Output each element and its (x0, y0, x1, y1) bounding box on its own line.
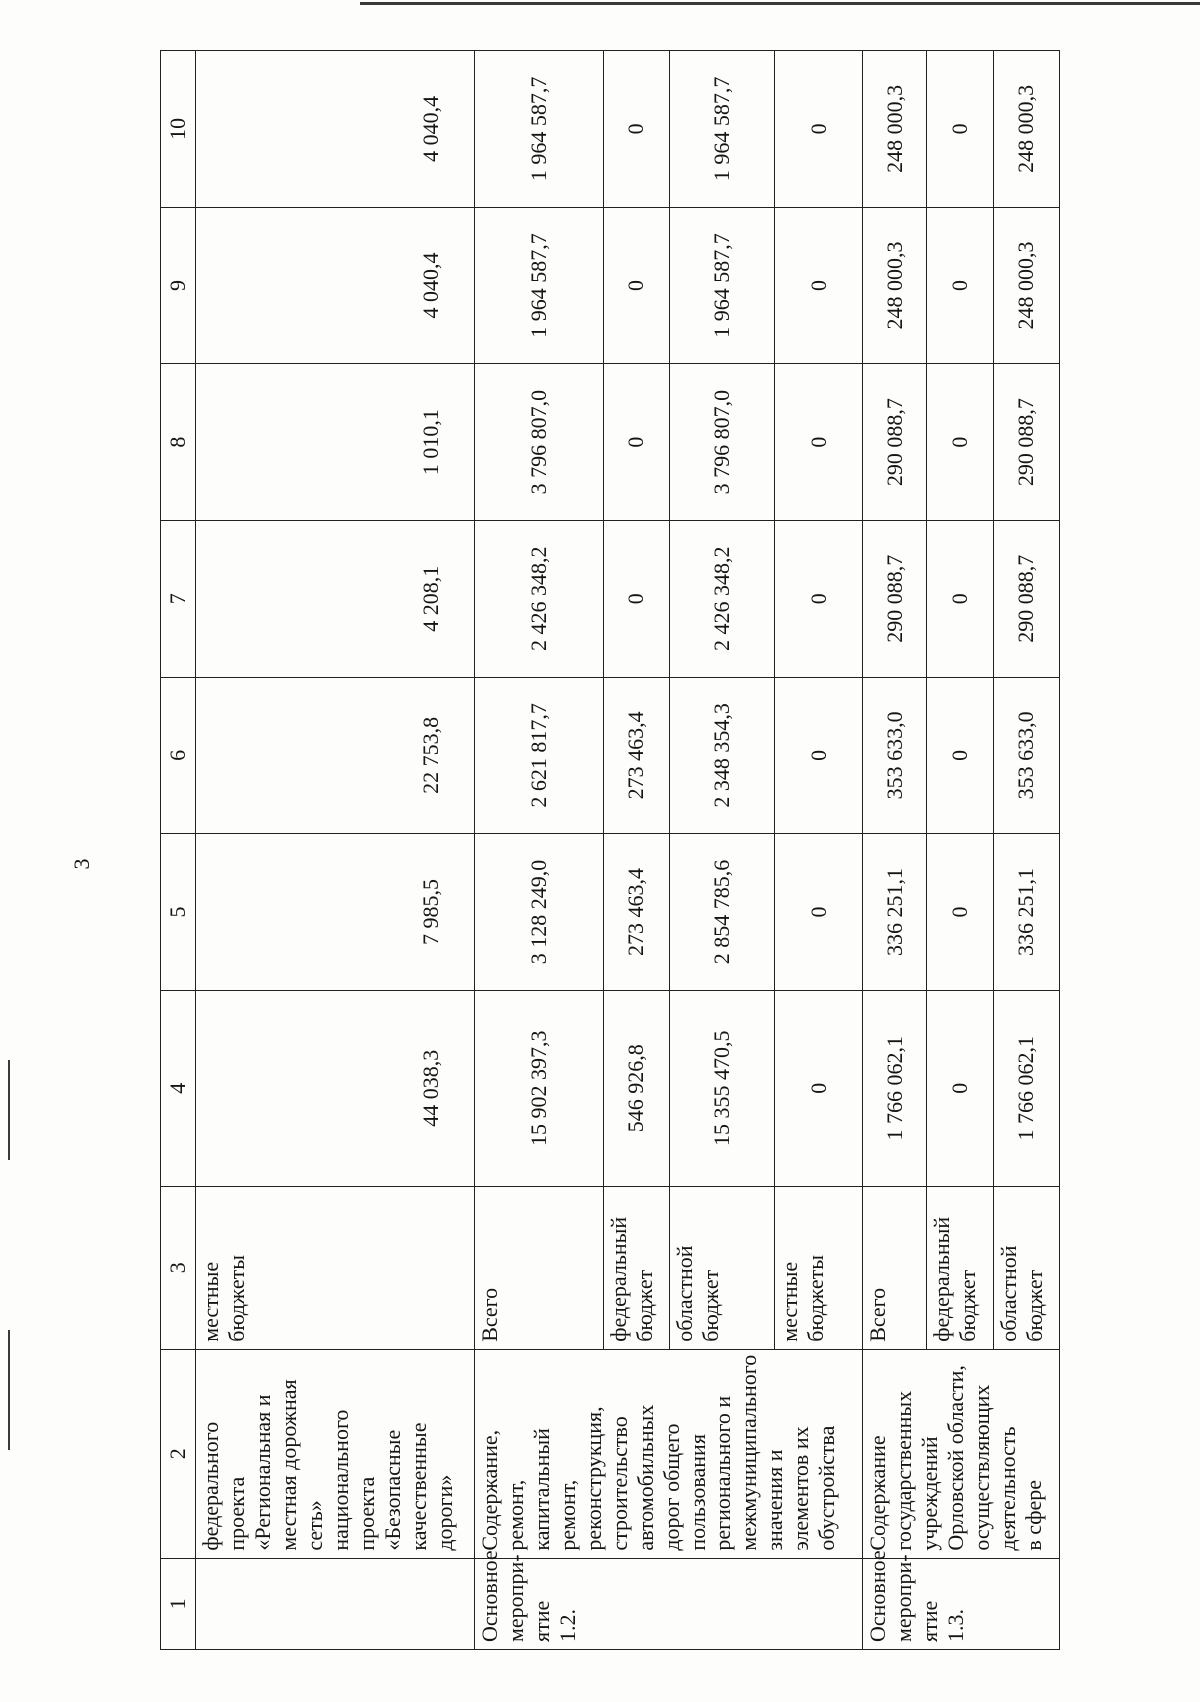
cell-line: ремонт, (554, 1479, 580, 1551)
column-header: 5 (161, 834, 196, 991)
value-cell: 0 (603, 51, 670, 208)
cell-line: Содержание, (476, 1429, 502, 1551)
cell-line: значения и (762, 1449, 788, 1551)
value-cell: 0 (603, 364, 670, 521)
value-cell: 353 633,0 (863, 677, 927, 834)
cell-line: осуществляющих (968, 1384, 994, 1551)
cell-line: сеть» (301, 1500, 327, 1551)
funding-source-cell: областной бюджет (993, 1186, 1059, 1349)
cell-line: дорог общего (658, 1423, 684, 1551)
funding-source-cell: Всего (474, 1186, 603, 1349)
value-cell: 0 (927, 677, 993, 834)
scan-edge-top (360, 2, 1200, 5)
column-header: 2 (161, 1349, 196, 1558)
value-cell: 0 (775, 364, 863, 521)
cell-line: ремонт, (502, 1479, 528, 1551)
value-cell: 0 (775, 520, 863, 677)
table-row (863, 51, 927, 1650)
value-cell: 2 426 348,2 (474, 520, 603, 677)
value-cell: 0 (927, 207, 993, 364)
activity-code-cell (196, 1558, 475, 1649)
rotated-table-wrapper (160, 50, 1060, 1650)
value-cell: 3 796 807,0 (670, 364, 775, 521)
cell-line: обустройства (814, 1425, 840, 1551)
cell-line: проекта (353, 1476, 379, 1551)
cell-line: в сфере (1020, 1479, 1046, 1551)
funding-source-cell: Всего (863, 1186, 927, 1349)
value-cell: 15 355 470,5 (670, 990, 775, 1186)
value-cell: 248 000,3 (863, 207, 927, 364)
cell-line: дороги» (431, 1474, 457, 1551)
value-cell: 1 964 587,7 (474, 51, 603, 208)
value-cell: 0 (927, 364, 993, 521)
value-cell: 273 463,4 (603, 834, 670, 991)
funding-source-cell: федеральный бюджет (927, 1186, 993, 1349)
value-cell: 0 (775, 990, 863, 1186)
cell-line: учреждений (917, 1436, 943, 1551)
cell-line: деятельность (994, 1426, 1020, 1551)
value-cell: 4 040,4 (196, 51, 475, 208)
value-cell: 353 633,0 (993, 677, 1059, 834)
cell-line: Основное (476, 1550, 502, 1642)
column-header: 1 (161, 1558, 196, 1649)
value-cell: 2 348 354,3 (670, 677, 775, 834)
column-header: 10 (161, 51, 196, 208)
cell-line: строительство (606, 1416, 632, 1551)
cell-line: ятие 1.3. (917, 1600, 969, 1642)
value-cell: 546 926,8 (603, 990, 670, 1186)
value-cell: 290 088,7 (993, 520, 1059, 677)
value-cell: 0 (775, 834, 863, 991)
value-cell: 290 088,7 (863, 520, 927, 677)
value-cell: 2 426 348,2 (670, 520, 775, 677)
value-cell: 44 038,3 (196, 990, 475, 1186)
cell-line: качественные (405, 1422, 431, 1551)
cell-line: автомобильных (632, 1404, 658, 1551)
value-cell: 2 621 817,7 (474, 677, 603, 834)
cell-line: межмуниципального (736, 1354, 762, 1551)
cell-line: Содержание (865, 1435, 891, 1551)
value-cell: 336 251,1 (863, 834, 927, 991)
table-row (474, 51, 603, 1650)
cell-line: федерального (198, 1421, 223, 1551)
value-cell: 0 (603, 207, 670, 364)
column-header: 6 (161, 677, 196, 834)
value-cell: 248 000,3 (993, 207, 1059, 364)
cell-line: пользования (684, 1434, 710, 1551)
value-cell: 1 766 062,1 (863, 990, 927, 1186)
table-header-row (161, 51, 196, 1650)
value-cell: 4 040,4 (196, 207, 475, 364)
value-cell: 2 854 785,6 (670, 834, 775, 991)
column-header: 4 (161, 990, 196, 1186)
activity-code-cell (474, 1550, 862, 1649)
value-cell: 1 964 587,7 (670, 51, 775, 208)
cell-line: Орловской области, (943, 1365, 969, 1551)
cell-line: ятие 1.2. (528, 1600, 580, 1642)
funding-source-cell: местные бюджеты (196, 1186, 475, 1349)
value-cell: 0 (775, 677, 863, 834)
column-header: 9 (161, 207, 196, 364)
value-cell: 7 985,5 (196, 834, 475, 991)
cell-line: капитальный (528, 1428, 554, 1551)
column-header: 7 (161, 520, 196, 677)
value-cell: 273 463,4 (603, 677, 670, 834)
value-cell: 3 128 249,0 (474, 834, 603, 991)
value-cell: 0 (927, 51, 993, 208)
cell-line: «Безопасные (379, 1429, 405, 1551)
value-cell: 248 000,3 (993, 51, 1059, 208)
value-cell: 1 766 062,1 (993, 990, 1059, 1186)
cell-line: «Региональная и (249, 1394, 275, 1551)
value-cell: 0 (603, 520, 670, 677)
value-cell: 4 208,1 (196, 520, 475, 677)
cell-line: проекта (223, 1476, 249, 1551)
cell-line: меропри- (891, 1554, 917, 1642)
funding-source-cell: областной бюджет (670, 1186, 775, 1349)
value-cell: 0 (927, 520, 993, 677)
value-cell: 1 010,1 (196, 364, 475, 521)
cell-line: местная дорожная (275, 1379, 301, 1551)
cell-line: Основное (865, 1550, 891, 1642)
cell-line: государственных (891, 1390, 917, 1551)
cell-line: меропри- (502, 1554, 528, 1642)
value-cell: 0 (775, 51, 863, 208)
value-cell: 3 796 807,0 (474, 364, 603, 521)
value-cell: 1 964 587,7 (670, 207, 775, 364)
value-cell: 290 088,7 (863, 364, 927, 521)
cell-line: регионального и (710, 1395, 736, 1551)
value-cell: 1 964 587,7 (474, 207, 603, 364)
funding-source-cell: федеральный бюджет (603, 1186, 670, 1349)
column-header: 8 (161, 364, 196, 521)
cell-line: национального (327, 1409, 353, 1551)
value-cell: 15 902 397,3 (474, 990, 603, 1186)
budget-table (160, 50, 1060, 1650)
activity-name-cell (863, 1349, 1060, 1558)
value-cell: 0 (775, 207, 863, 364)
scan-edge-left-2 (8, 1330, 10, 1450)
cell-line: реконструкция, (580, 1406, 606, 1551)
funding-source-cell: местные бюджеты (775, 1186, 863, 1349)
table-row (196, 51, 475, 1650)
cell-line: элементов их (788, 1426, 814, 1551)
value-cell: 336 251,1 (993, 834, 1059, 991)
page-number: 3 (69, 858, 94, 870)
scan-edge-left (8, 1060, 10, 1160)
activity-name-cell (474, 1349, 862, 1558)
value-cell: 0 (927, 834, 993, 991)
activity-code-cell (863, 1550, 1060, 1649)
value-cell: 22 753,8 (196, 677, 475, 834)
value-cell: 248 000,3 (863, 51, 927, 208)
table-body (196, 51, 1060, 1650)
value-cell: 290 088,7 (993, 364, 1059, 521)
activity-name-cell (196, 1349, 475, 1558)
value-cell: 0 (927, 990, 993, 1186)
column-header: 3 (161, 1186, 196, 1349)
